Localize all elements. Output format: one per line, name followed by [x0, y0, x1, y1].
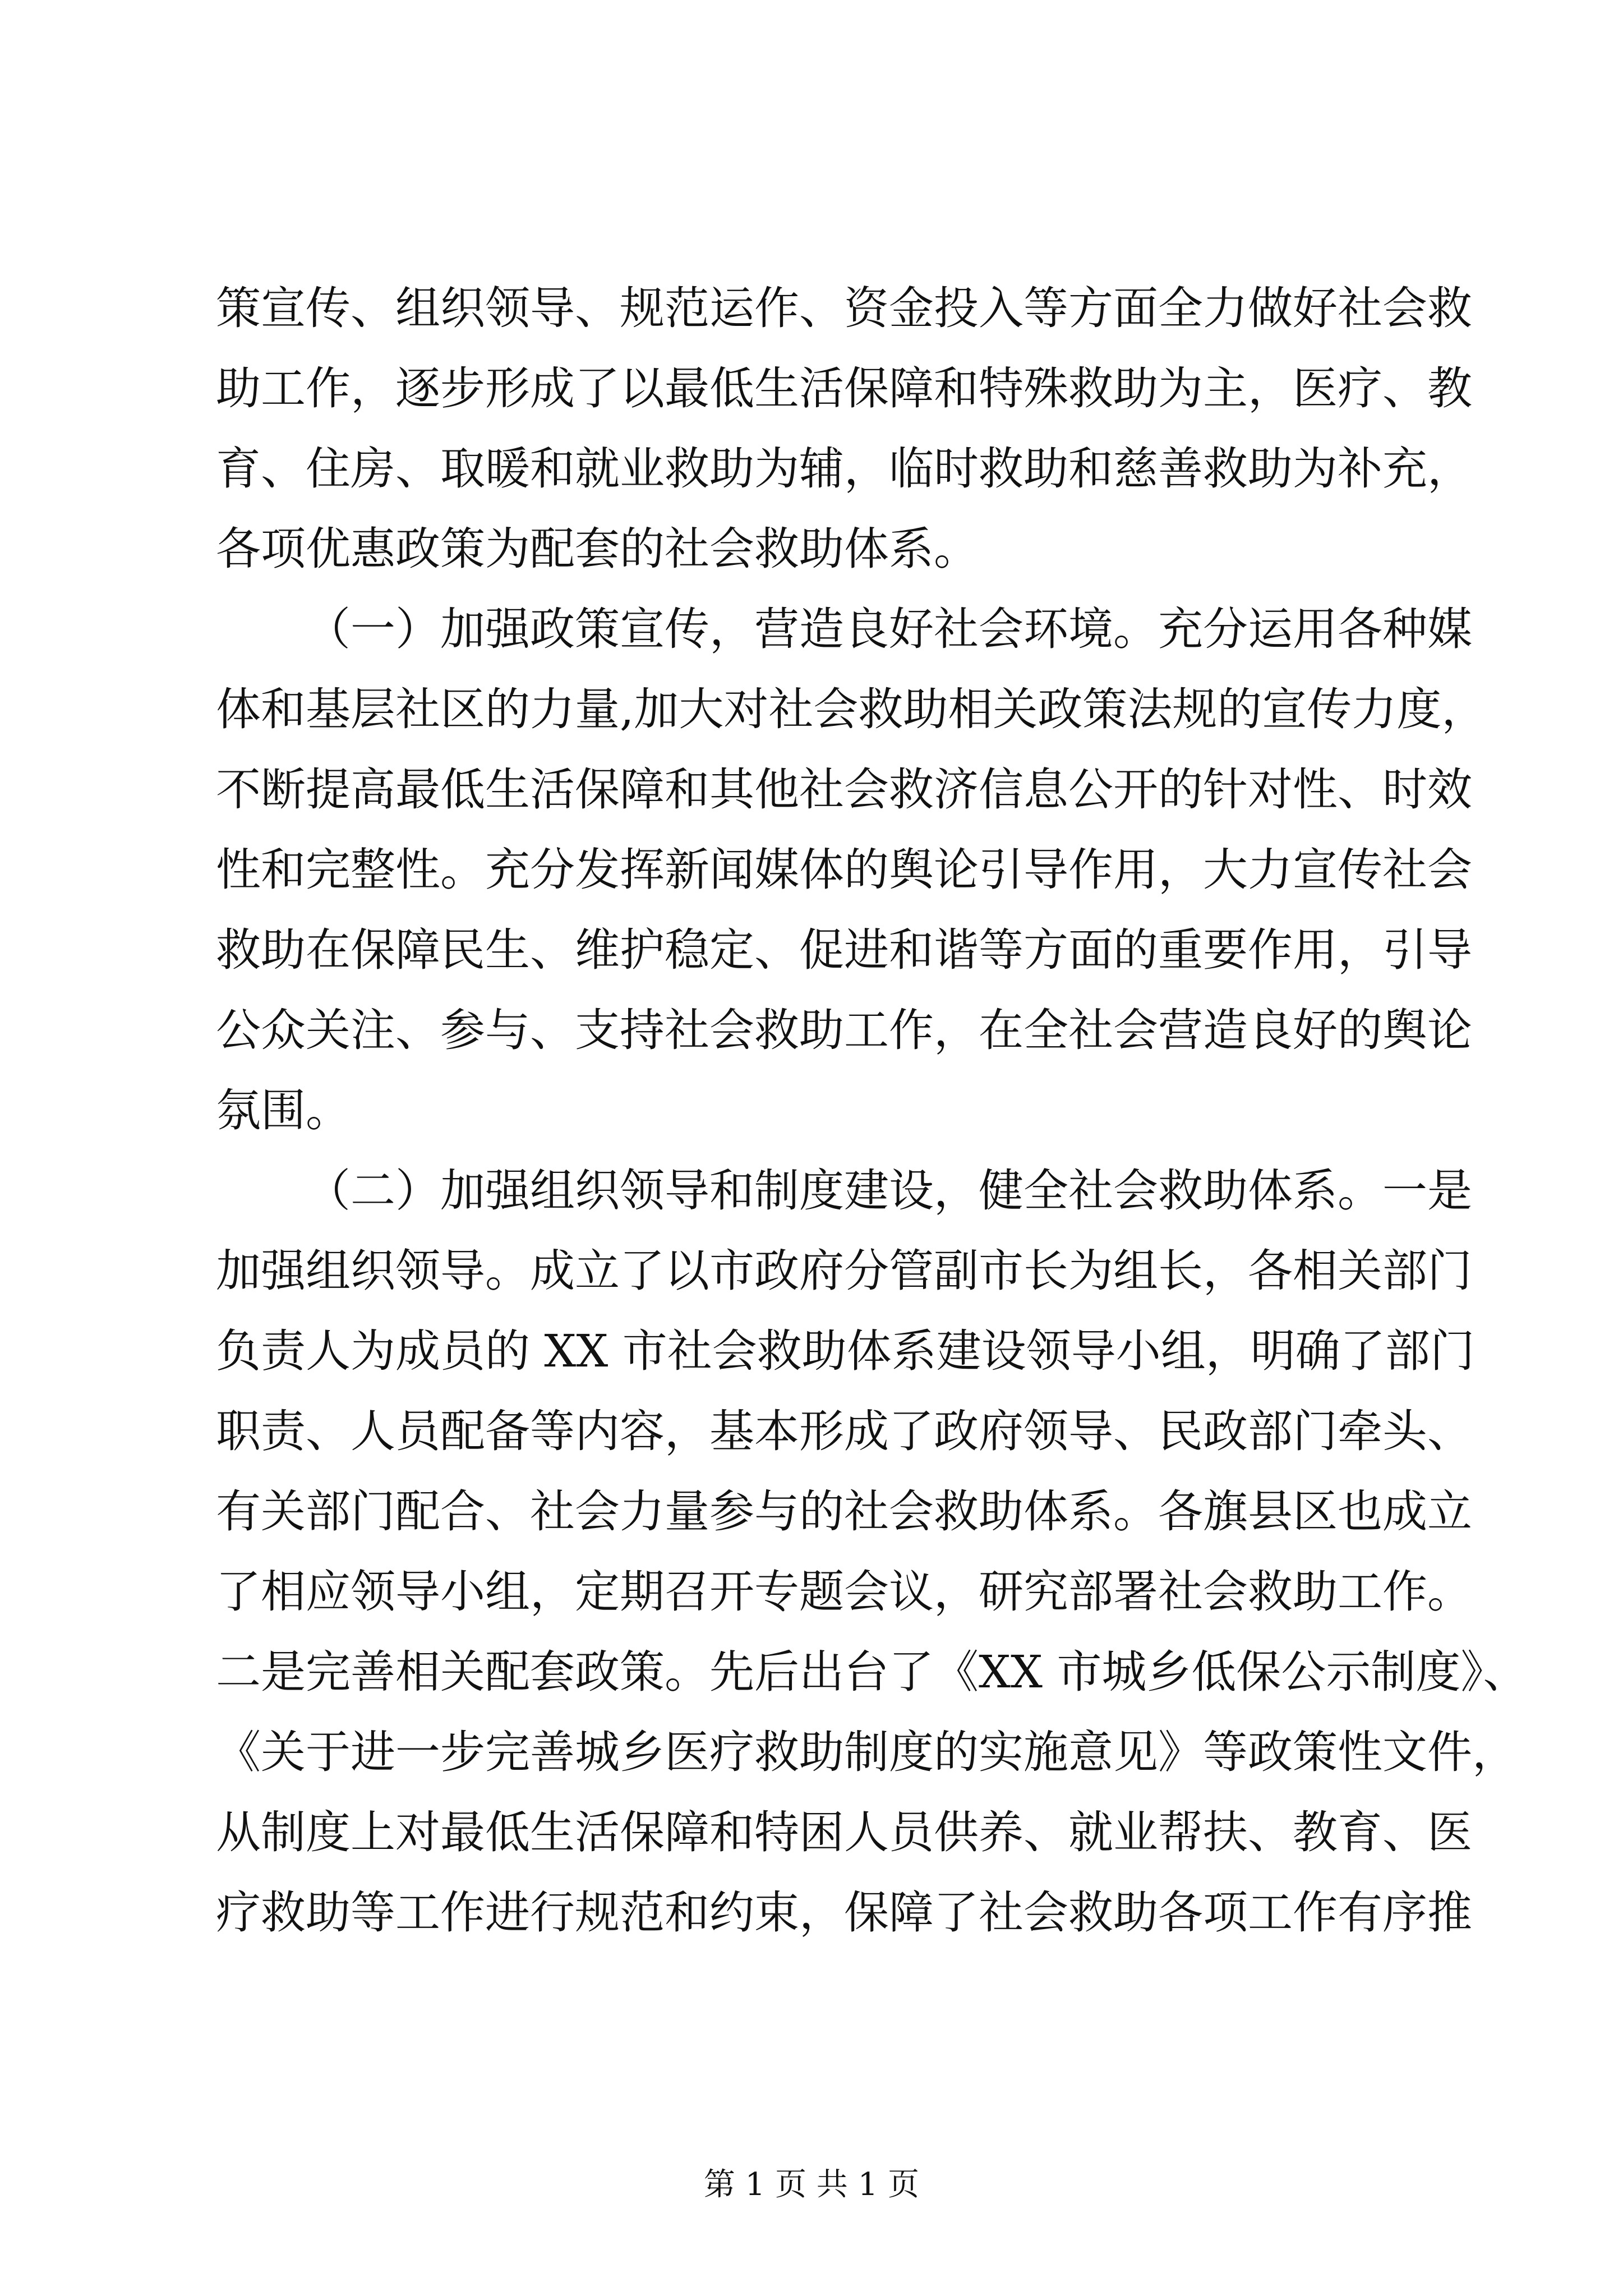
text-line: 职责、人员配备等内容，基本形成了政府领导、民政部门牵头、 [216, 1405, 1472, 1457]
text-line: 从制度上对最低生活保障和特困人员供养、就业帮扶、教育、医 [216, 1806, 1472, 1858]
text-line: 有关部门配合、社会力量参与的社会救助体系。各旗县区也成立 [216, 1485, 1472, 1538]
page-footer: 第 1 页 共 1 页 [703, 2166, 920, 2203]
document-body [216, 268, 1528, 1953]
section-heading-line: （一）加强政策宣传，营造良好社会环境。充分运用各种媒 [306, 603, 1472, 655]
text-line: 策宣传、组织领导、规范运作、资金投入等方面全力做好社会救 [216, 282, 1472, 334]
text-line: 疗救助等工作进行规范和约束，保障了社会救助各项工作有序推 [216, 1887, 1472, 1939]
text-line: 了相应领导小组，定期召开专题会议，研究部署社会救助工作。 [216, 1566, 1472, 1618]
text-line: 育、住房、取暖和就业救助为辅，临时救助和慈善救助为补充， [216, 443, 1472, 495]
text-line: 不断提高最低生活保障和其他社会救济信息公开的针对性、时效 [216, 763, 1472, 816]
text-line: 氛围。 [216, 1084, 351, 1137]
text-line: 助工作，逐步形成了以最低生活保障和特殊救助为主，医疗、教 [216, 362, 1472, 415]
text-line: 性和完整性。充分发挥新闻媒体的舆论引导作用，大力宣传社会 [216, 844, 1472, 896]
section-heading-line: （二）加强组织领导和制度建设，健全社会救助体系。一是 [306, 1165, 1472, 1217]
text-line: 负责人为成员的 XX 市社会救助体系建设领导小组，明确了部门 [216, 1325, 1475, 1377]
text-line: 各项优惠政策为配套的社会救助体系。 [216, 523, 979, 575]
text-line: 体和基层社区的力量,加大对社会救助相关政策法规的宣传力度， [216, 683, 1487, 735]
text-line: 加强组织领导。成立了以市政府分管副市长为组长，各相关部门 [216, 1245, 1472, 1297]
text-line: 公众关注、参与、支持社会救助工作，在全社会营造良好的舆论 [216, 1004, 1472, 1056]
text-line: 救助在保障民生、维护稳定、促进和谐等方面的重要作用，引导 [216, 924, 1472, 976]
text-line: 二是完善相关配套政策。先后出台了《XX 市城乡低保公示制度》、 [216, 1646, 1528, 1698]
text-line: 《关于进一步完善城乡医疗救助制度的实施意见》等政策性文件， [216, 1726, 1517, 1778]
